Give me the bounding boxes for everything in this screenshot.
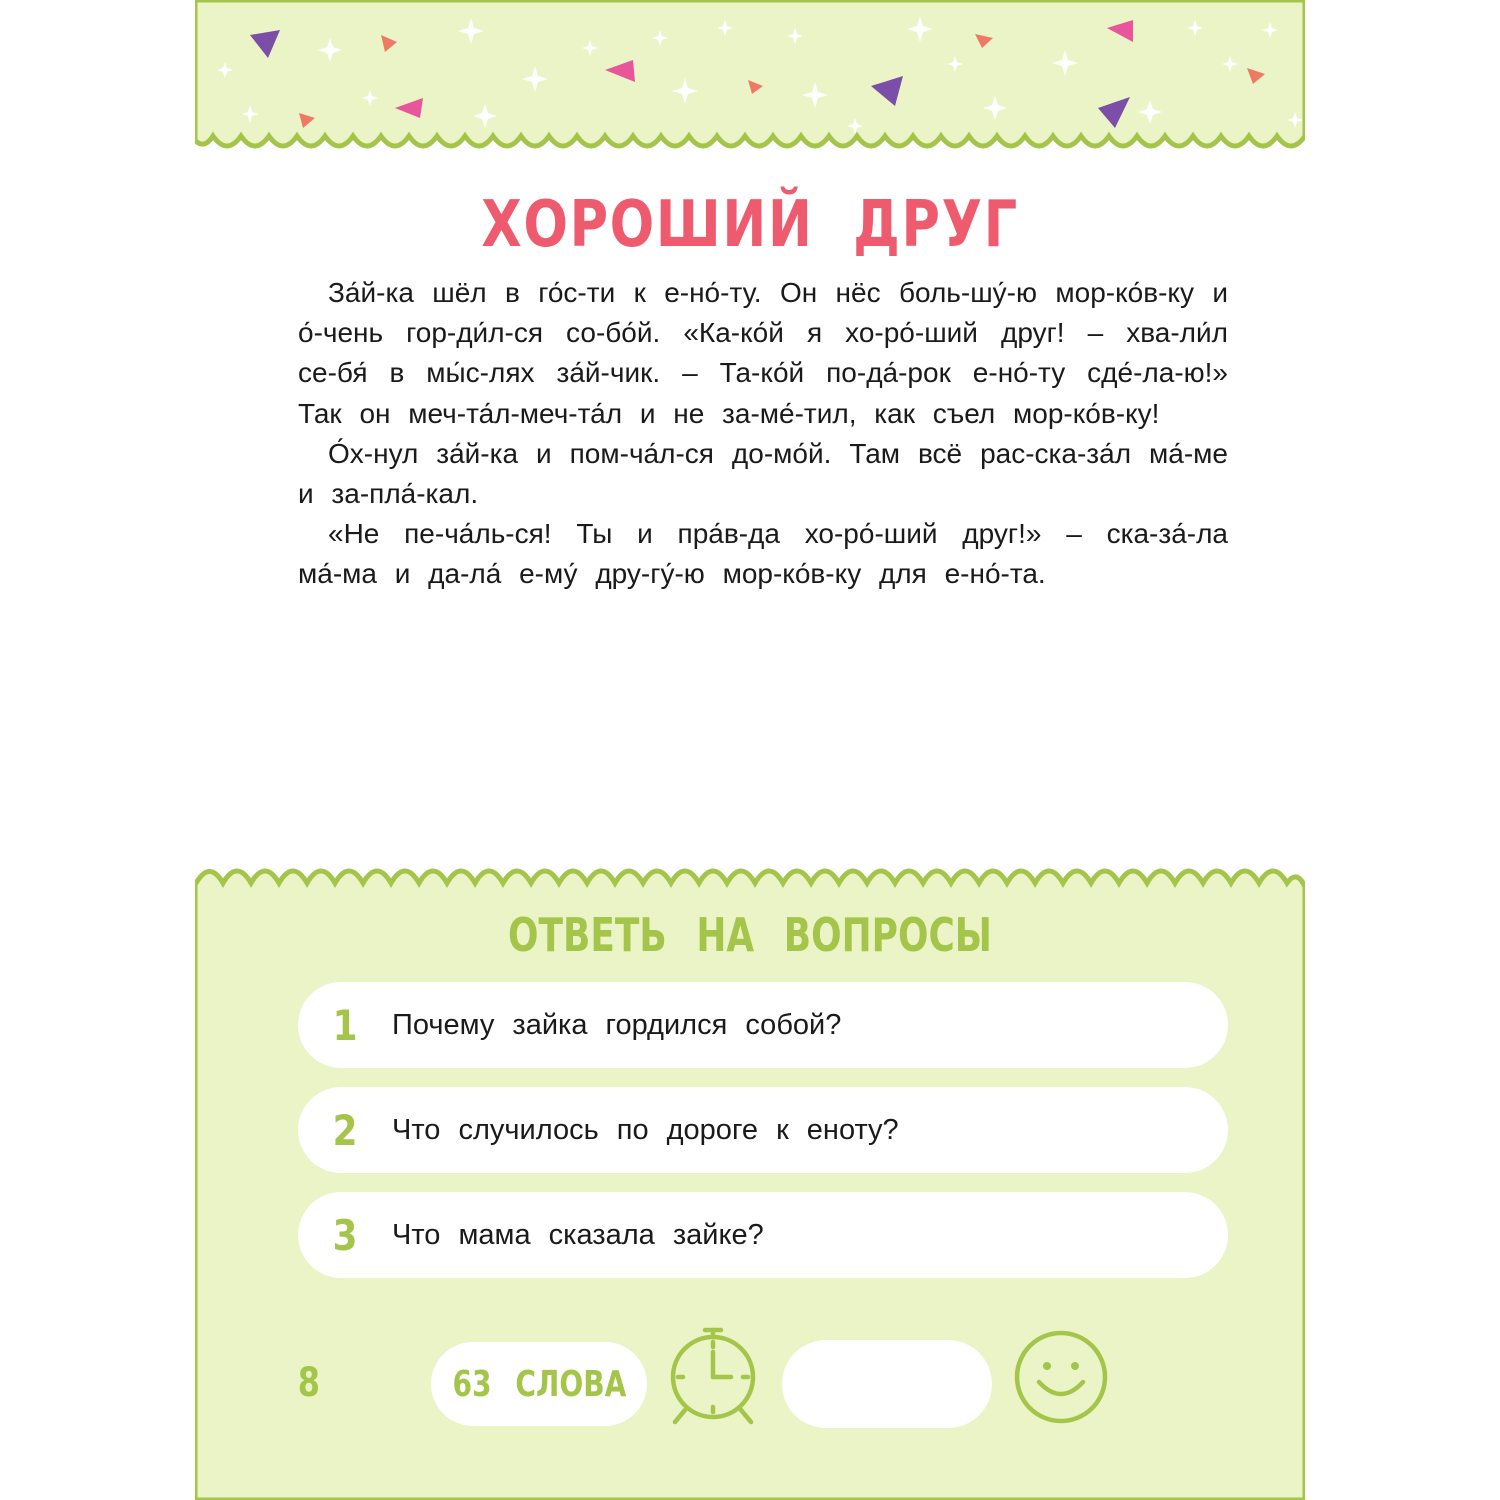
story-text <box>298 273 1228 595</box>
reading-time-field[interactable] <box>782 1340 992 1428</box>
question-text: Почему зайка гордился собой? <box>392 1008 842 1041</box>
story-paragraph: О́х-нул за́й-ка и пом-ча́л-ся до-мо́й. Там всё рас-ска-за́л ма́-ме и за-пла́-кал. <box>298 437 1228 510</box>
question-number: 2 <box>332 1105 358 1155</box>
questions-heading: ОТВЕТЬ НА ВОПРОСЫ <box>508 908 992 962</box>
question-text: Что мама сказала зайке? <box>392 1218 764 1251</box>
page <box>195 0 1305 1500</box>
question-item <box>298 1192 1228 1278</box>
question-number: 3 <box>332 1210 358 1260</box>
word-count-text: 63 СЛОВА <box>452 1363 626 1405</box>
word-count-badge <box>431 1342 647 1426</box>
question-item <box>298 1087 1228 1173</box>
story-title: ХОРОШИЙ ДРУГ <box>481 188 1019 262</box>
question-text: Что случилось по дороге к еноту? <box>392 1113 899 1146</box>
page-number: 8 <box>297 1360 321 1406</box>
alarm-clock-icon <box>663 1322 763 1428</box>
smiley-face-icon <box>1012 1328 1110 1426</box>
story-paragraph: За́й-ка шёл в го́с-ти к е-но́-ту. Он нёс боль-шу́-ю мор-ко́в-ку и о́-чень гор-ди́л-ся со-бо́й. «Ка-ко́й я хо-ро́-ший друг! – хва-ли́л се-бя́ в мы́с-лях за́й-чик. – Та-ко́й по-да́-рок е-но́-ту сде́-ла-ю!» Так он меч-та́л-меч-та́л и не за-ме́-тил, как съел мор-ко́в-ку! <box>298 277 1228 429</box>
question-item <box>298 982 1228 1068</box>
top-band-fill <box>195 0 1305 146</box>
top-decorative-band <box>195 0 1305 160</box>
story-paragraph: «Не пе-ча́ль-ся! Ты и пра́в-да хо-ро́-ший друг!» – ска-за́-ла ма́-ма и да-ла́ е-му́ дру-гу́-ю мор-ко́в-ку для е-но́-та. <box>298 518 1228 590</box>
question-number: 1 <box>332 1000 358 1050</box>
